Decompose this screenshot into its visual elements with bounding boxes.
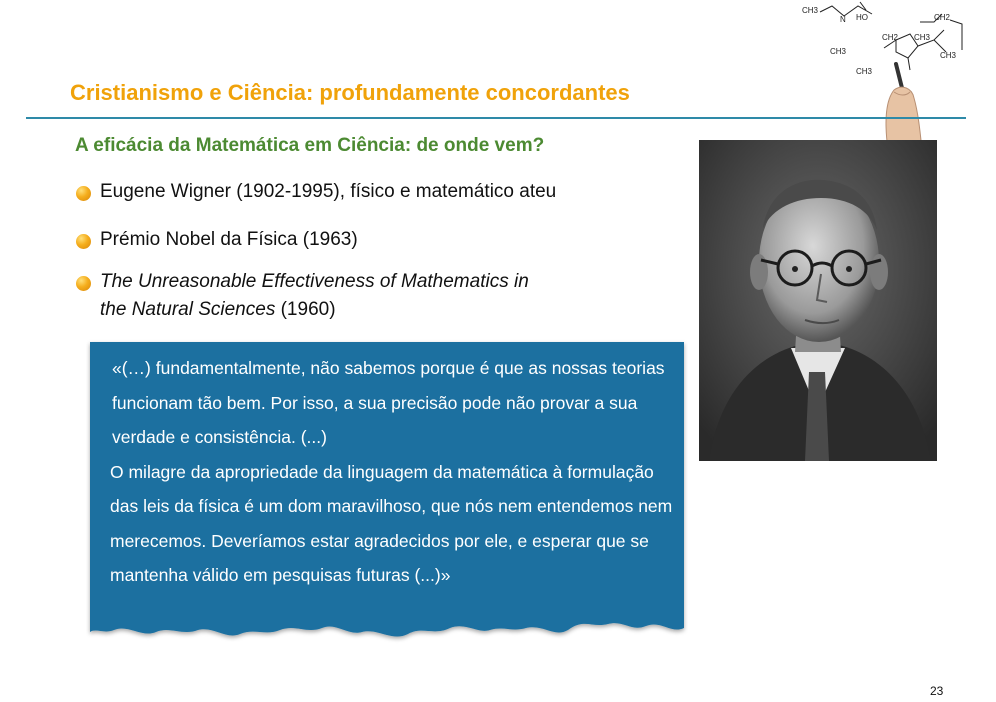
bullet-item	[76, 268, 529, 324]
orange-ball-bullet-icon	[76, 234, 91, 249]
bullet-text: Eugene Wigner (1902-1995), físico e matemático ateu	[100, 181, 557, 202]
bullet-item	[76, 178, 556, 206]
formula-label: CH2	[882, 33, 899, 42]
slide-subtitle: A eficácia da Matemática em Ciência: de onde vem?	[75, 135, 545, 156]
portrait-photo	[699, 140, 937, 461]
bullet-item	[76, 226, 358, 254]
quote-paragraph: «(…) fundamentalmente, não sabemos porque é que as nossas teorias funcionam tão bem. Por isso, a sua precisão pode não provar a sua verdade e consistência. (...)	[112, 358, 665, 447]
page-number: 23	[930, 684, 944, 698]
orange-ball-bullet-icon	[76, 276, 91, 291]
quote-text	[112, 351, 686, 593]
formula-label: CH3	[940, 51, 957, 60]
slide-title: Cristianismo e Ciência: profundamente concordantes	[70, 80, 630, 105]
formula-label: CH2	[934, 13, 951, 22]
bullet-text-italic: The Unreasonable Effectiveness of Mathematics in	[100, 271, 529, 292]
bullet-text-italic: the Natural Sciences	[100, 299, 276, 320]
title-divider	[26, 117, 966, 119]
quote-paragraph: O milagre da apropriedade da linguagem da matemática à formulação das leis da física é um dom maravilhoso, que nós nem entendemos nem merecemos. Deveríamos estar agradecidos por ele, e esperar que se mantenha válido em pesquisas futuras (...)»	[110, 461, 673, 585]
chemical-formula-decoration	[800, 0, 996, 150]
formula-label: N	[840, 15, 846, 24]
formula-label: CH3	[914, 33, 931, 42]
formula-label: CH3	[802, 6, 819, 15]
formula-label: HO	[856, 13, 868, 22]
formula-label: CH3	[856, 67, 873, 76]
orange-ball-bullet-icon	[76, 186, 91, 201]
quote-box	[86, 338, 688, 658]
bullet-text: Prémio Nobel da Física (1963)	[100, 229, 358, 250]
formula-label: CH3	[830, 47, 847, 56]
bullet-text: (1960)	[275, 299, 336, 320]
